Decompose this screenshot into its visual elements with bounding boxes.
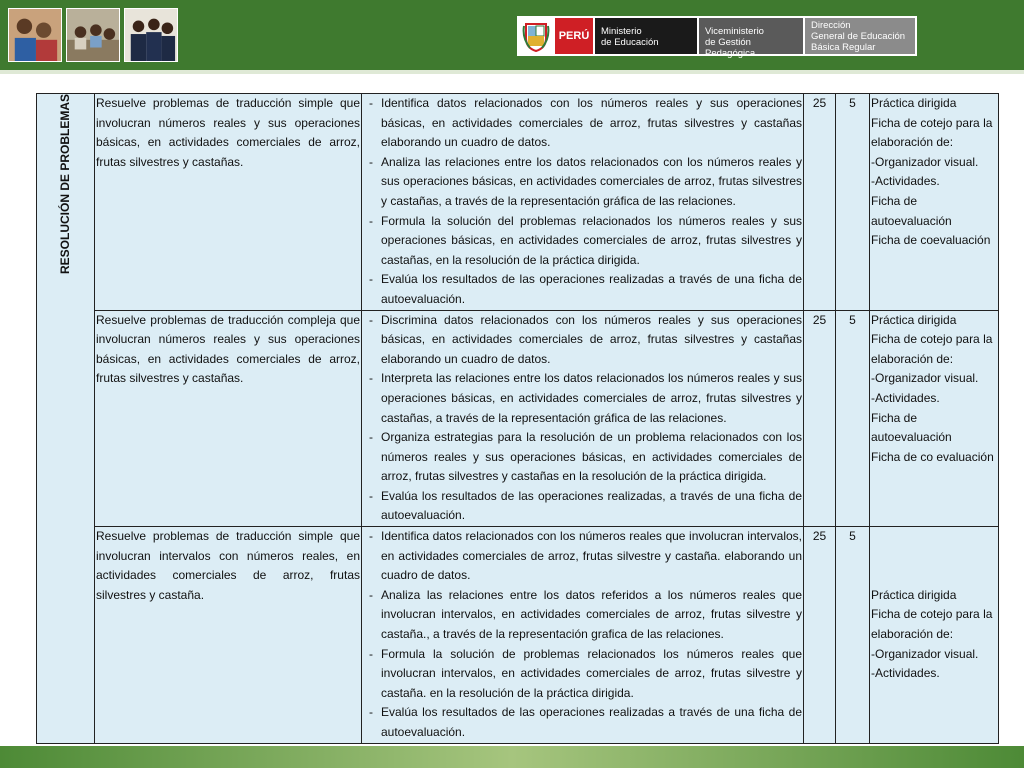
weight-cell: 25 xyxy=(804,527,836,744)
capacity-cell: Resuelve problemas de traducción compleja que involucran números reales y sus operaciones básicas, en actividades comerciales de arroz, frutas silvestres y castañas. xyxy=(95,310,362,527)
indicator-item: - Interpreta las relaciones entre los datos relacionados los números reales y sus operaciones básicas, en actividades comerciales de arroz, frutas silvestres y castañas, a través de la representación gráfica de las relaciones. xyxy=(363,369,802,428)
children-photo-icon xyxy=(8,8,62,62)
instrument-line: -Organizador visual. xyxy=(871,646,979,661)
indicator-list xyxy=(363,94,802,310)
table-row xyxy=(37,310,999,527)
header-divider xyxy=(0,70,1024,74)
instrument-line: elaboración de: xyxy=(871,135,954,150)
indicator-item: - Identifica datos relacionados con los números reales que involucran intervalos, en actividades comerciales de arroz, frutas silvestre y castaña. elaborando un cuadro de datos. xyxy=(363,527,802,586)
items-cell: 5 xyxy=(836,310,870,527)
instrument-line: Ficha de xyxy=(871,410,918,425)
table-row xyxy=(37,94,999,311)
indicator-item: - Formula la solución del problemas relacionados los números reales y sus operaciones básicas, en actividades comerciales de arroz, frutas silvestres y castañas, en la resolución de la práctica dirigida. xyxy=(363,212,802,271)
items-cell: 5 xyxy=(836,94,870,311)
indicator-item: - Evalúa los resultados de las operaciones realizadas a través de una ficha de autoevaluación. xyxy=(363,270,802,309)
instrument-line: Ficha de cotejo para la xyxy=(871,607,993,622)
indicator-item: - Identifica datos relacionados con los números reales y sus operaciones básicas, en actividades comerciales de arroz, frutas silvestres y castañas elaborando un cuadro de datos. xyxy=(363,94,802,153)
peru-label: PERÚ xyxy=(555,18,593,54)
ministry-label: Ministerio de Educación xyxy=(595,18,697,54)
items-cell: 5 xyxy=(836,527,870,744)
instrument-line: Práctica dirigida xyxy=(871,587,957,602)
indicators-cell xyxy=(362,94,804,311)
indicator-item: - Formula la solución de problemas relacionados los números reales que involucran intervalos, en actividades comerciales de arroz, frutas silvestre y castaña. en la resolución de la práctica dirigida. xyxy=(363,645,802,704)
capacity-cell: Resuelve problemas de traducción simple que involucran intervalos con números reales, en actividades comerciales de arroz, frutas silvestres y castaña. xyxy=(95,527,362,744)
instruments-cell xyxy=(870,527,999,744)
instrument-line: Ficha de xyxy=(871,193,918,208)
students-photo-icon xyxy=(124,8,178,62)
viceministry-label: Viceministerio de Gestión Pedagógica xyxy=(699,18,803,54)
instrument-line: elaboración de: xyxy=(871,627,954,642)
indicator-item: - Evalúa los resultados de las operaciones realizadas, a través de una ficha de autoevaluación. xyxy=(363,487,802,526)
footer-bar xyxy=(0,746,1024,768)
indicators-cell xyxy=(362,527,804,744)
ministry-banner xyxy=(517,16,917,59)
classroom-photo-icon xyxy=(66,8,120,62)
indicator-item: - Analiza las relaciones entre los datos referidos a los números reales que involucran intervalos, en actividades comerciales de arroz, frutas silvestre y castaña., a través de la representación grafica de las relaciones. xyxy=(363,586,802,645)
instrument-line: -Organizador visual. xyxy=(871,371,979,386)
instrument-line: Práctica dirigida xyxy=(871,96,957,110)
instrument-line: -Actividades. xyxy=(871,174,940,189)
indicator-item: - Analiza las relaciones entre los datos relacionados con los números reales y sus operaciones básicas, en actividades comerciales de arroz, frutas silvestres y castañas, a través de la representación gráfica de las relaciones. xyxy=(363,153,802,212)
weight-cell: 25 xyxy=(804,94,836,311)
instrument-line: -Organizador visual. xyxy=(871,154,979,169)
instrument-line: -Actividades. xyxy=(871,390,940,405)
header-bar xyxy=(0,0,1024,70)
evaluation-table xyxy=(36,93,999,744)
indicator-item: - Evalúa los resultados de las operaciones realizadas a través de una ficha de autoevaluación. xyxy=(363,703,802,742)
table-row xyxy=(37,527,999,744)
instrument-line: Ficha de cotejo para la xyxy=(871,115,993,130)
instruments-cell xyxy=(870,310,999,527)
instrument-line: -Actividades. xyxy=(871,666,940,681)
instrument-line: Ficha de cotejo para la xyxy=(871,332,993,347)
indicator-item: - Organiza estrategias para la resolución de un problema relacionados con los números reales y sus operaciones básicas, en actividades comerciales de arroz, frutas silvestres y castañas en la resolución de la práctica dirigida. xyxy=(363,428,802,487)
peru-coat-of-arms-icon xyxy=(517,16,555,56)
instrument-line: elaboración de: xyxy=(871,351,954,366)
category-cell xyxy=(37,94,95,744)
weight-cell: 25 xyxy=(804,310,836,527)
capacity-cell: Resuelve problemas de traducción simple que involucran números reales y sus operaciones básicas, en actividades comerciales de arroz, frutas silvestres y castañas. xyxy=(95,94,362,311)
instrument-line: autoevaluación xyxy=(871,213,952,228)
instrument-line: Ficha de coevaluación xyxy=(871,233,991,248)
instrument-line: Práctica dirigida xyxy=(871,312,957,327)
instrument-line: autoevaluación xyxy=(871,430,952,445)
direction-label: Dirección General de Educación Básica Regular xyxy=(805,18,915,54)
indicator-list xyxy=(363,311,802,527)
indicators-cell xyxy=(362,310,804,527)
instruments-cell xyxy=(870,94,999,311)
indicator-list xyxy=(363,527,802,743)
instrument-line: Ficha de co evaluación xyxy=(871,449,994,464)
category-label: RESOLUCIÓN DE PROBLEMAS xyxy=(57,94,72,275)
indicator-item: - Discrimina datos relacionados con los números reales y sus operaciones básicas, en actividades comerciales de arroz, frutas silvestres y castañas elaborando un cuadro de datos. xyxy=(363,311,802,370)
